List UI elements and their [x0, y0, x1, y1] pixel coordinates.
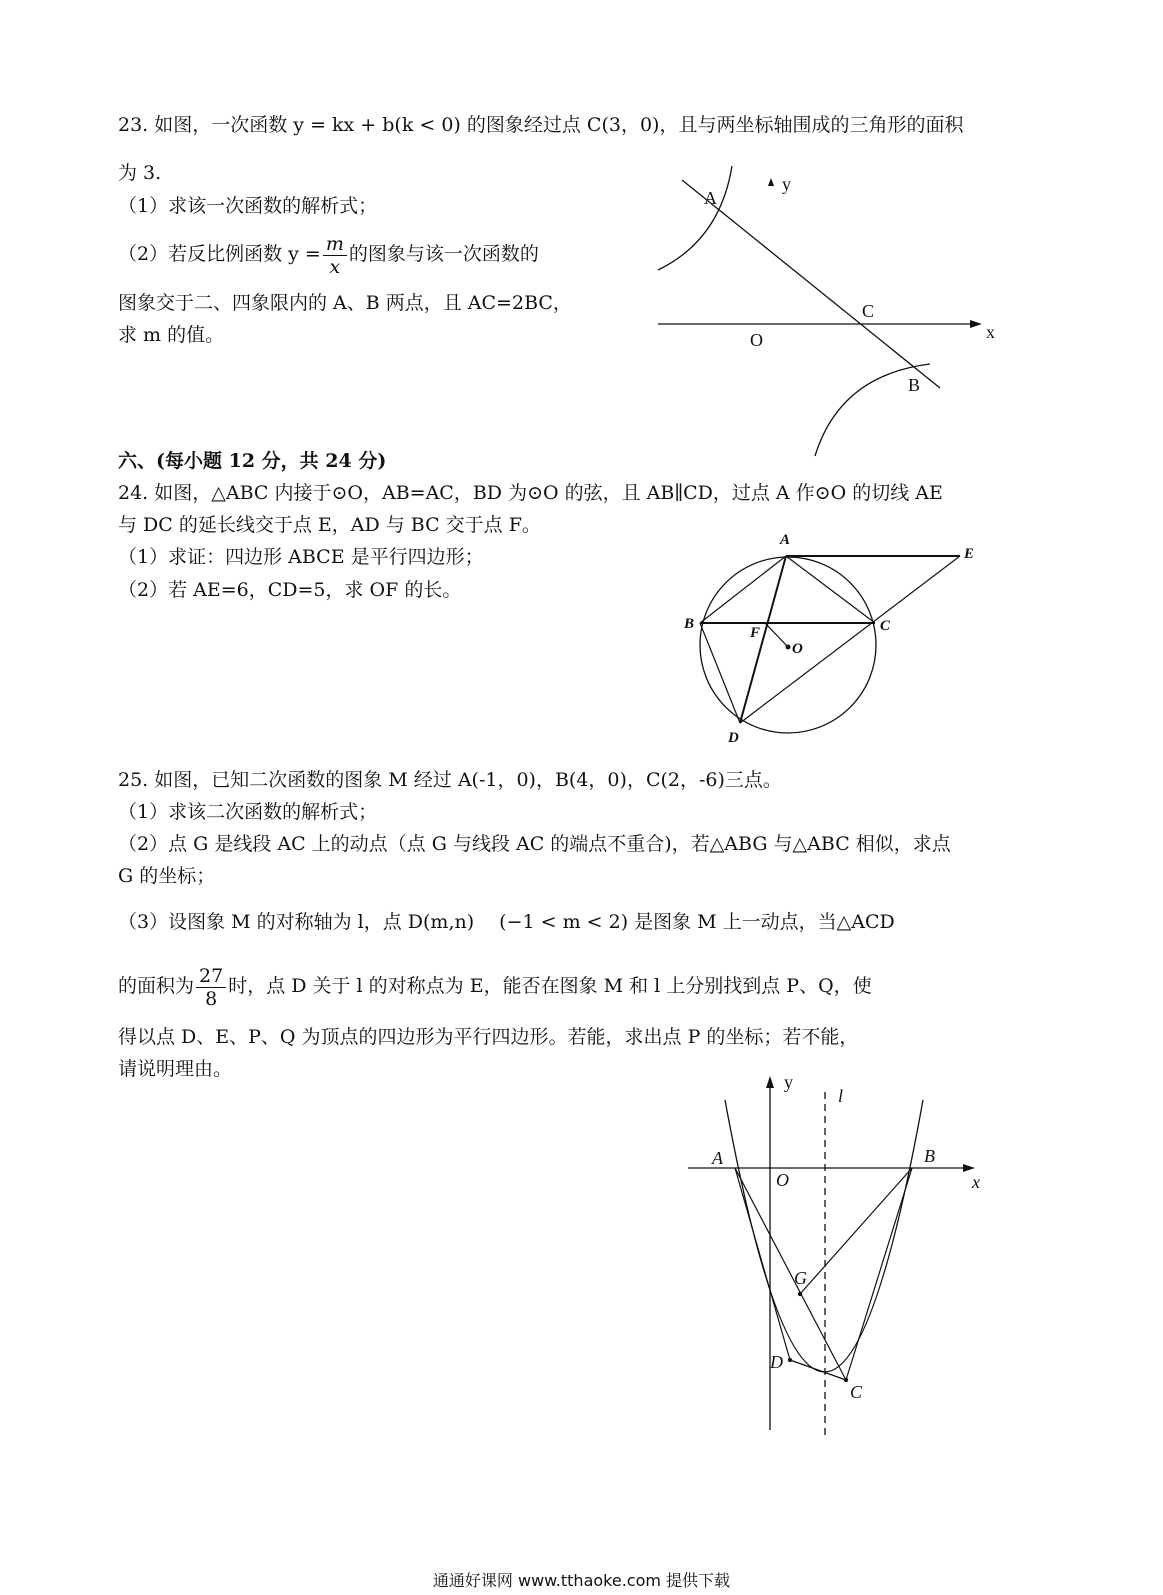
q25-label-x: x: [972, 1172, 980, 1192]
q25-label-D: D: [770, 1352, 783, 1372]
q23-frac-den: x: [329, 255, 341, 278]
q23-label-O: O: [750, 330, 763, 350]
q23-label-A: A: [704, 188, 717, 208]
q23-part2-pre: （2）若反比例函数 y =: [118, 243, 321, 265]
q25-part2b: G 的坐标；: [118, 865, 216, 887]
q24-segment-AB: [700, 556, 786, 623]
q25-y-arrow: [766, 1076, 774, 1088]
q25-point-C: [844, 1378, 848, 1382]
q23-label-x: x: [986, 322, 995, 342]
q25-label-y: y: [784, 1072, 793, 1092]
q25-frac-den: 8: [205, 987, 218, 1010]
q24-label-E: E: [964, 546, 975, 562]
q24-label-A: A: [780, 532, 791, 548]
page-footer: 通通好课网 www.tthaoke.com 提供下载: [432, 1571, 731, 1590]
section6-title: 六、(每小题 12 分，共 24 分): [118, 450, 387, 472]
q24-label-B: B: [684, 616, 695, 632]
q25-label-B: B: [924, 1146, 935, 1166]
q23-linear-graph: [682, 180, 940, 388]
q25-line1: 25. 如图，已知二次函数的图象 M 经过 A(-1，0)，B(4，0)，C(2，-6)三点。: [118, 769, 782, 791]
q25-part3b: [118, 962, 872, 1010]
q25-label-l: l: [838, 1086, 844, 1106]
q23-label-B: B: [908, 375, 921, 395]
q24-label-F: F: [750, 625, 761, 641]
q23-part2: [118, 230, 539, 278]
q23-fraction: [323, 233, 347, 278]
q23-line2: 为 3.: [118, 162, 162, 184]
q23-label-y: y: [782, 174, 791, 194]
q25-x-arrow: [963, 1164, 975, 1172]
q25-fraction: [196, 965, 226, 1010]
q23-x-arrow: [970, 320, 982, 328]
q23-line1: 23. 如图，一次函数 y = kx + b(k < 0) 的图象经过点 C(3，0)，且与两坐标轴围成的三角形的面积: [118, 114, 964, 136]
q24-label-D: D: [728, 730, 739, 746]
q23-part2-post: 的图象与该一次函数的: [348, 243, 539, 265]
q25-point-G: [798, 1292, 802, 1296]
q24-segment-DE: [740, 556, 960, 723]
q23-line-end: 求 m 的值。: [118, 324, 225, 346]
q25-figure: [680, 1068, 1000, 1448]
q23-label-C: C: [862, 301, 875, 321]
q25-frac-num: 27: [196, 965, 226, 988]
q23-part1: （1）求该一次函数的解析式；: [118, 195, 378, 217]
q25-label-A: A: [712, 1148, 723, 1168]
q25-label-C: C: [850, 1382, 863, 1402]
q24-segment-OF: [765, 623, 788, 647]
q24-part2: （2）若 AE=6，CD=5，求 OF 的长。: [118, 579, 462, 601]
q23-y-arrow: [768, 178, 774, 186]
q25-segment-BC: [846, 1168, 912, 1380]
q24-segment-BD: [700, 623, 740, 723]
q24-line1: 24. 如图，△ABC 内接于⊙O，AB=AC，BD 为⊙O 的弦，且 AB∥CD，过点 A 作⊙O 的切线 AE: [118, 482, 943, 504]
q25-segment-AC: [735, 1168, 846, 1380]
q24-line2: 与 DC 的延长线交于点 E，AD 与 BC 交于点 F。: [118, 514, 541, 536]
q25-label-O: O: [776, 1170, 789, 1190]
q25-part1: （1）求该二次函数的解析式；: [118, 801, 378, 823]
q24-label-O: O: [792, 641, 803, 657]
q25-part3b-pre: 的面积为: [118, 975, 195, 997]
q25-label-G: G: [794, 1268, 807, 1288]
q23-hyperbola-upper: [658, 166, 732, 270]
q25-part3: （3）设图象 M 的对称轴为 l，点 D(m,n) (−1 < m < 2) 是图象 M 上一动点，当△ACD: [118, 911, 895, 933]
q25-part3b-post: 时，点 D 关于 l 的对称点为 E，能否在图象 M 和 l 上分别找到点 P、Q，使: [228, 975, 872, 997]
q24-figure: [670, 530, 990, 750]
q25-part3d: 请说明理由。: [118, 1058, 233, 1080]
q24-segment-AC: [786, 556, 875, 623]
q24-part1: （1）求证：四边形 ABCE 是平行四边形；: [118, 546, 484, 568]
q25-part2: （2）点 G 是线段 AC 上的动点（点 G 与线段 AC 的端点不重合)，若△ABG 与△ABC 相似，求点: [118, 833, 951, 855]
q25-point-D: [788, 1358, 792, 1362]
q24-segment-AD: [740, 556, 786, 723]
q25-part3c: 得以点 D、E、P、Q 为顶点的四边形为平行四边形。若能，求出点 P 的坐标；若不能，: [118, 1026, 859, 1048]
q24-center-point: [786, 645, 791, 650]
q24-label-C: C: [880, 618, 891, 634]
q25-segment-AD: [735, 1168, 790, 1360]
q23-line-cont: 图象交于二、四象限内的 A、B 两点，且 AC=2BC，: [118, 292, 572, 314]
q23-frac-num: m: [323, 233, 347, 256]
q23-figure: [640, 160, 1020, 465]
